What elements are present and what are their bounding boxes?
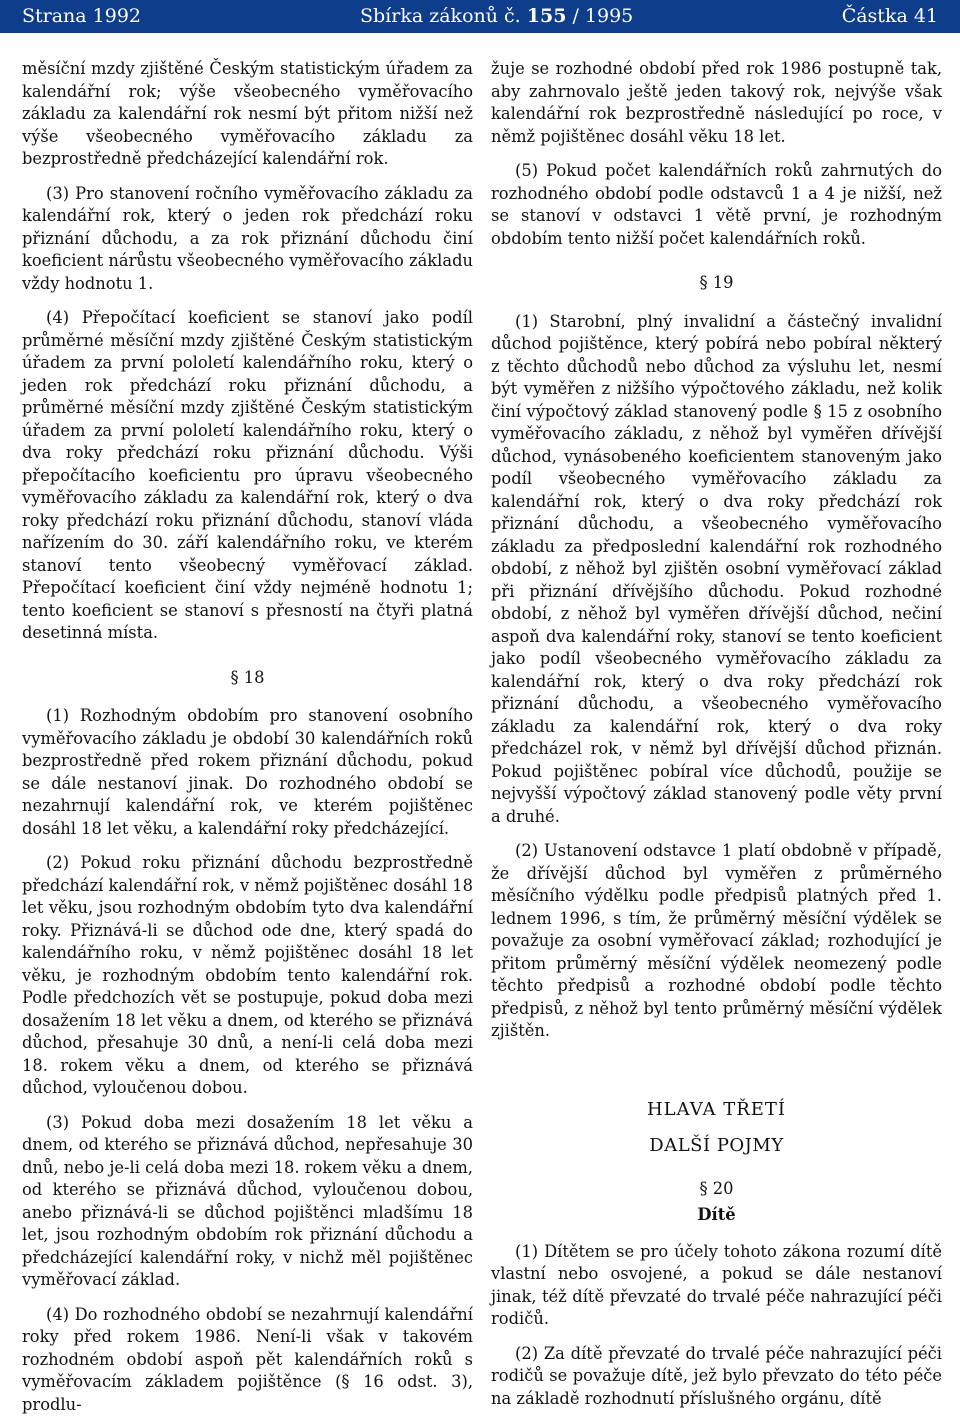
part-title: DALŠÍ POJMY [491,1135,942,1158]
paragraph: (1) Starobní, plný invalidní a částečný invalidní důchod pojištěnce, který pobírá nebo pobíral některý z těchto důchodů nebo důchod za výsluhu let, nesmí být vyměřen z nižšího výpočtového základu, než kolik činí výpočtový základ stanovený podle § 15 z osobního vyměřovacího základu, z něhož byl vyměřen dřívější důchod, vynásobeného koeficientem stanoveným jako podíl všeobecného vyměřovacího základu za kalendářní rok, který o dva roky předchází rok přiznání důchodu, a všeobecného vyměřovacího základu za předposlední kalendářní rok rozhodného období, z něhož byl zjištěn osobní vyměřovací základ při přiznání dřívějšího důchodu. Pokud rozhodné období, z něhož byl vyměřen dřívější důchod, nečiní aspoň dva kalendářní roky, stanoví se tento koeficient jako podíl všeobecného vyměřovacího základu za kalendářní rok, který o dva roky předchází rok přiznání důchodu, a všeobecného vyměřovacího základu za kalendářní rok, který o dva roky předcházel rok, v němž byl dřívější důchod přiznán. Pokud pojištěnec pobíral více důchodů, použije se nejvyšší výpočtový základ stanovený podle věty první a druhé. [491,311,942,829]
issue-part: Částka 41 [842,5,938,27]
law-number: 155 [527,5,567,27]
left-column [22,58,473,1416]
paragraph: (5) Pokud počet kalendářních roků zahrnutých do rozhodného období podle odstavců 1 a 4 je nižší, než se stanoví v odstavci 1 větě první, je rozhodným obdobím tento nižší počet kalendářních roků. [491,160,942,250]
law-year: / 1995 [572,5,633,27]
paragraph: (1) Dítětem se pro účely tohoto zákona rozumí dítě vlastní nebo osvojené, a pokud se dále nestanoví jinak, též dítě převzaté do trvalé péče nahrazující péči rodičů. [491,1241,942,1331]
collection-prefix: Sbírka zákonů č. [360,5,521,27]
part-heading: HLAVA TŘETÍ [491,1099,942,1122]
paragraph: (2) Pokud roku přiznání důchodu bezprostředně předchází kalendářní rok, v němž pojištěnec dosáhl 18 let věku, jsou rozhodným obdobím tyto dva kalendářní roky. Přiznává-li se důchod ode dne, který spadá do kalendářního roku, v němž pojištěnec dosáhl 18 let věku, je rozhodným obdobím tento kalendářní rok. Podle předchozích vět se postupuje, pokud doba mezi dosažením 18 let věku a dnem, od kterého se přiznává důchod, přesahuje 30 dnů, a není-li celá doba mezi 18. rokem věku a dnem, od kterého se přiznává důchod, vyloučenou dobou. [22,852,473,1100]
paragraph: (2) Ustanovení odstavce 1 platí obdobně v případě, že dřívější důchod byl vyměřen z průměrného měsíčního výdělku podle předpisů platných před 1. lednem 1996, s tím, že průměrný měsíční výdělek se považuje za osobní vyměřovací základ; rozhodující je přitom průměrný měsíční výdělek neomezený podle těchto předpisů a rozhodné období podle těchto předpisů, z něhož byl tento průměrný měsíční výdělek zjištěn. [491,840,942,1043]
section-heading: § 19 [491,272,942,295]
paragraph-continued: žuje se rozhodné období před rok 1986 postupně tak, aby zahrnovalo ještě jeden takový rok, nejvýše však kalendářní rok bezprostředně následující po roce, v němž pojištěnec dosáhl věku 18 let. [491,58,942,148]
paragraph: (4) Do rozhodného období se nezahrnují kalendářní roky před rokem 1986. Není-li však v takovém rozhodném období aspoň pět kalendářních roků s vyměřovacím základem pojištěnce (§ 16 odst. 3), prodlu- [22,1304,473,1416]
section-title: Dítě [491,1204,942,1227]
right-column [491,58,942,1410]
page-number: Strana 1992 [22,5,141,27]
paragraph: (3) Pokud doba mezi dosažením 18 let věku a dnem, od kterého se přiznává důchod, nepřesahuje 30 dnů, nebo je-li celá doba mezi 18. rokem věku a dnem, od kterého se přiznává důchod, vyloučenou dobou, anebo přiznává-li se důchod pojištěnci mladšímu 18 let, jsou rozhodným obdobím rok přiznání důchodu a předcházející kalendářní roky, v nichž měl pojištěnec vyměřovací základ. [22,1112,473,1292]
paragraph: (2) Za dítě převzaté do trvalé péče nahrazující péči rodičů se považuje dítě, jež bylo převzato do této péče na základě rozhodnutí příslušného orgánu, dítě [491,1343,942,1411]
paragraph: (3) Pro stanovení ročního vyměřovacího základu za kalendářní rok, který o jeden rok předchází roku přiznání důchodu, a za rok přiznání důchodu činí koeficient nárůstu všeobecného vyměřovacího základu vždy hodnotu 1. [22,183,473,296]
paragraph: (4) Přepočítací koeficient se stanoví jako podíl průměrné měsíční mzdy zjištěné Českým statistickým úřadem za první pololetí kalendářního roku, který o jeden rok předchází roku přiznání důchodu, a průměrné měsíční mzdy zjištěné Českým statistickým úřadem za první pololetí kalendářního roku, který o dva roky předchází roku přiznání důchodu. Výši přepočítacího koeficientu pro úpravu všeobecného vyměřovacího základu za kalendářní rok, který o dva roky předchází roku přiznání důchodu, stanoví vláda nařízením do 30. září kalendářního roku, ve kterém stanoví tento všeobecný vyměřovací základ. Přepočítací koeficient činí vždy nejméně hodnotu 1; tento koeficient se stanoví s přesností na čtyři platná desetinná místa. [22,307,473,645]
section-heading: § 18 [22,667,473,690]
section-heading: § 20 [491,1178,942,1201]
paragraph-continued: měsíční mzdy zjištěné Českým statistickým úřadem za kalendářní rok; výše všeobecného vyměřovacího základu za kalendářní rok nesmí být přitom nižší než výše všeobecného vyměřovacího základu za bezprostředně předcházející kalendářní rok. [22,58,473,171]
page-header [0,0,960,33]
paragraph: (1) Rozhodným obdobím pro stanovení osobního vyměřovacího základu je období 30 kalendářních roků bezprostředně před rokem přiznání důchodu, pokud se dále nestanoví jinak. Do rozhodného období se nezahrnují kalendářní rok, ve kterém pojištěnec dosáhl 18 let věku, a kalendářní roky předcházející. [22,705,473,840]
collection-title [360,5,633,27]
